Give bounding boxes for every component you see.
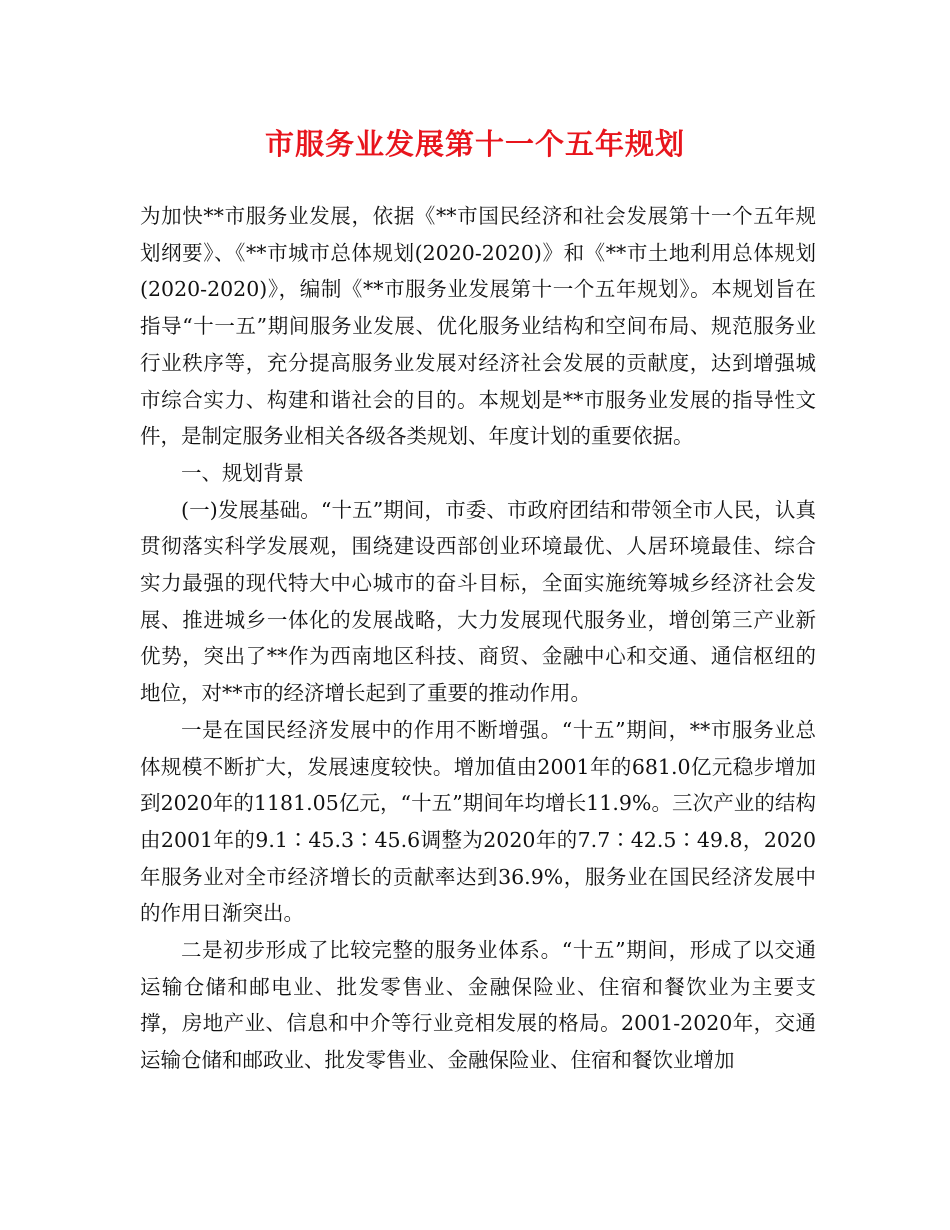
document-title: 市服务业发展第十一个五年规划 — [264, 127, 685, 161]
section-heading-background: 一、规划背景 — [181, 460, 304, 485]
paragraph-economic-role: 一是在国民经济发展中的作用不断增强。“十五”期间，**市服务业总体规模不断扩大，发展速度较快。增加值由2001年的681.0亿元稳步增加到2020年的1181.05亿元，“十五”期间年均增长11.9%。三次产业的结构由2001年的9.1∶45.3∶45.6调整为2020年的7.7∶42.5∶49.8，2020年服务业对全市经济增长的贡献率达到36.9%，服务业在国民经济发展中的作用日渐突出。 — [140, 717, 816, 926]
document-body — [140, 198, 816, 1079]
paragraph-intro: 为加快**市服务业发展，依据《**市国民经济和社会发展第十一个五年规划纲要》、《**市城市总体规划(2020-2020)》和《**市土地利用总体规划(2020-2020)》，编制《**市服务业发展第十一个五年规划》。本规划旨在指导“十一五”期间服务业发展、优化服务业结构和空间布局、规范服务业行业秩序等，充分提高服务业发展对经济社会发展的贡献度，达到增强城市综合实力、构建和谐社会的目的。本规划是**市服务业发展的指导性文件，是制定服务业相关各级各类规划、年度计划的重要依据。 — [140, 204, 816, 449]
paragraph-service-system: 二是初步形成了比较完整的服务业体系。“十五”期间，形成了以交通运输仓储和邮电业、批发零售业、金融保险业、住宿和餐饮业为主要支撑，房地产业、信息和中介等行业竞相发展的格局。2001-2020年，交通运输仓储和邮政业、批发零售业、金融保险业、住宿和餐饮业增加 — [140, 938, 816, 1073]
paragraph-development-basis: (一)发展基础。“十五”期间，市委、市政府团结和带领全市人民，认真贯彻落实科学发展观，围绕建设西部创业环境最优、人居环境最佳、综合实力最强的现代特大中心城市的奋斗目标，全面实施统筹城乡经济社会发展、推进城乡一体化的发展战略，大力发展现代服务业，增创第三产业新优势，突出了**作为西南地区科技、商贸、金融中心和交通、通信枢纽的地位，对**市的经济增长起到了重要的推动作用。 — [140, 497, 816, 706]
